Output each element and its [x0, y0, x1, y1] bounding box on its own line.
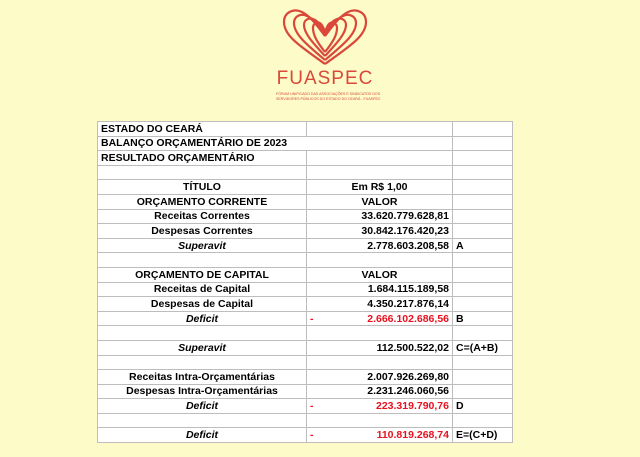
table-row [98, 267, 513, 282]
header-result: RESULTADO ORÇAMENTÁRIO [98, 151, 307, 166]
despesas-capital-label: Despesas de Capital [98, 297, 307, 312]
despesas-intra-label: Despesas Intra-Orçamentárias [98, 384, 307, 399]
fuaspec-logo [270, 6, 380, 106]
unit-label: Em R$ 1,00 [307, 180, 453, 195]
corrente-value-header: VALOR [307, 194, 453, 209]
table-row [98, 399, 513, 414]
despesas-correntes-value: 30.842.176.420,23 [307, 224, 453, 239]
deficit-intra-sign: - [310, 400, 314, 413]
despesas-capital-value: 4.350.217.876,14 [307, 297, 453, 312]
deficit-intra-value: 223.319.790,76 [376, 400, 449, 413]
superavit-corrente-tag: A [453, 238, 513, 253]
table-row [98, 194, 513, 209]
receitas-capital-label: Receitas de Capital [98, 282, 307, 297]
deficit-final-value: 110.819.268,74 [376, 429, 449, 442]
superavit-corrente-label: Superavit [98, 238, 307, 253]
capital-header: ORÇAMENTO DE CAPITAL [98, 267, 307, 282]
superavit-ab-value: 112.500.522,02 [307, 340, 453, 355]
title-label: TÍTULO [98, 180, 307, 195]
header-balance: BALANÇO ORÇAMENTÁRIO DE 2023 [98, 136, 453, 151]
deficit-capital-tag: B [453, 311, 513, 326]
logo-name: FUASPEC [276, 68, 374, 89]
deficit-capital-sign: - [310, 312, 314, 325]
receitas-correntes-label: Receitas Correntes [98, 209, 307, 224]
receitas-capital-value: 1.684.115.189,58 [307, 282, 453, 297]
hearts-icon [270, 6, 380, 68]
despesas-correntes-label: Despesas Correntes [98, 224, 307, 239]
deficit-intra-label: Deficit [98, 399, 307, 414]
receitas-intra-value: 2.007.926.269,80 [307, 370, 453, 385]
header-state: ESTADO DO CEARÁ [98, 122, 307, 137]
superavit-ab-tag: C=(A+B) [453, 340, 513, 355]
superavit-corrente-value: 2.778.603.208,58 [307, 238, 453, 253]
logo-subtitle-line-2: SERVIDORES PÚBLICOS DO ESTADO DO CEARÁ - FUASPEC [276, 97, 381, 101]
deficit-final-label: Deficit [98, 428, 307, 443]
table-row [98, 224, 513, 239]
deficit-intra-tag: D [453, 399, 513, 414]
deficit-final-tag: E=(C+D) [453, 428, 513, 443]
deficit-capital-value: 2.666.102.686,56 [367, 312, 449, 325]
logo-subtitle-line-1: FÓRUM UNIFICADO DAS ASSOCIAÇÕES E SINDICATOS DOS [276, 92, 381, 96]
header-row [98, 136, 513, 151]
despesas-intra-value: 2.231.246.060,56 [307, 384, 453, 399]
table-row [98, 209, 513, 224]
receitas-correntes-value: 33.620.779.628,81 [307, 209, 453, 224]
table-row [98, 384, 513, 399]
capital-value-header: VALOR [307, 267, 453, 282]
corrente-header: ORÇAMENTO CORRENTE [98, 194, 307, 209]
table-row [98, 311, 513, 326]
budget-table [97, 121, 513, 443]
superavit-ab-label: Superavit [98, 340, 307, 355]
table-row [98, 238, 513, 253]
deficit-final-sign: - [310, 429, 314, 442]
table-row [98, 282, 513, 297]
table-row [98, 428, 513, 443]
table-row [98, 180, 513, 195]
table-row [98, 370, 513, 385]
receitas-intra-label: Receitas Intra-Orçamentárias [98, 370, 307, 385]
table-row [98, 297, 513, 312]
deficit-capital-label: Deficit [98, 311, 307, 326]
table-row [98, 340, 513, 355]
header-row [98, 122, 513, 137]
header-row [98, 151, 513, 166]
